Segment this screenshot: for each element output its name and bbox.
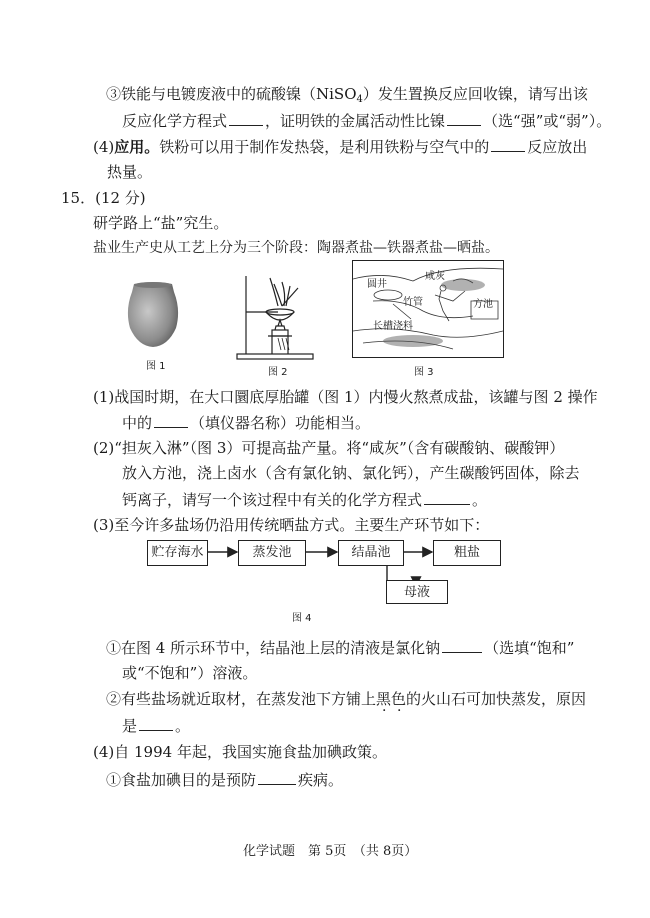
q15-p1-b: 中的 （填仪器名称）功能相当。 <box>122 414 371 432</box>
q15-intro: 研学路上“盐”究生。 <box>93 214 229 232</box>
q15-s1-a: ①在图 4 所示环节中，结晶池上层的清液是氯化钠 （选填“饱和” <box>106 639 575 657</box>
fig4-caption: 图 4 <box>292 613 312 624</box>
fig1-caption: 图 1 <box>146 361 166 372</box>
answer-blank[interactable] <box>442 637 482 653</box>
q15-s1-c: 或“不饱和”）溶液。 <box>122 664 258 682</box>
q14-p4: (4)应用。铁粉可以用于制作发热袋，是利用铁粉与空气中的 反应放出 <box>93 138 588 156</box>
q14-line2: 反应化学方程式 ，证明铁的金属活动性比镍 （选“强”或“弱”）。 <box>122 112 612 130</box>
q15-s2-c: 是 。 <box>122 717 191 735</box>
answer-blank[interactable] <box>258 769 296 785</box>
q14-line1: ③铁能与电镀废液中的硫酸镍（NiSO$_4$）发生置换反应回收镍，请写出该 <box>106 85 588 105</box>
q15-s4: ①食盐加碘目的是预防 疾病。 <box>106 771 344 789</box>
q15-p2-c: 钙离子，请写一个该过程中有关的化学方程式 。 <box>122 491 488 509</box>
label-well: 圆井 <box>367 279 387 290</box>
flow-step-evaporation-pond: 蒸发池 <box>238 540 306 566</box>
q15-p1-a: (1)战国时期，在大口圜底厚胎罐（图 1）内慢火熬煮成盐，该罐与图 2 操作 <box>93 388 598 406</box>
q15-p2-a: (2)“担灰入淋”（图 3）可提高盐产量。将“咸灰”（含有碳酸钠、碳酸钾） <box>93 439 565 457</box>
fig2-caption: 图 2 <box>268 367 288 378</box>
q14-p4-line2: 热量。 <box>107 163 153 181</box>
flow-step-crude-salt: 粗盐 <box>433 540 501 566</box>
q15-history: 盐业生产史从工艺上分为三个阶段：陶器煮盐—铁器煮盐—晒盐。 <box>93 240 499 256</box>
label-pool: 方池 <box>473 299 493 310</box>
fig3-caption: 图 3 <box>414 367 434 378</box>
flow-step-mother-liquor: 母液 <box>386 580 448 604</box>
q15-header: 15．(12 分) <box>61 189 146 207</box>
q15-p2-b: 放入方池，浇上卤水（含有氯化钠、氯化钙），产生碳酸钙固体，除去 <box>122 464 580 482</box>
flow-step-crystallization-pond: 结晶池 <box>338 540 404 566</box>
answer-blank[interactable] <box>139 715 173 731</box>
label-ash: 咸灰 <box>425 271 445 282</box>
q15-p3: (3)至今许多盐场仍沿用传统晒盐方式。主要生产环节如下： <box>93 516 490 534</box>
page-footer: 化学试题 第 5页 （共 8页） <box>243 844 418 859</box>
q15-s2-a: ②有些盐场就近取材，在蒸发池下方铺上黑色的火山石可加快蒸发，原因 <box>106 690 587 708</box>
label-trough: 长槽浇料 <box>373 321 413 332</box>
label-pipe: 竹管 <box>403 297 423 308</box>
q15-p4: (4)自 1994 年起，我国实施食盐加碘政策。 <box>93 743 387 761</box>
flow-step-store-seawater: 贮存海水 <box>147 540 208 566</box>
